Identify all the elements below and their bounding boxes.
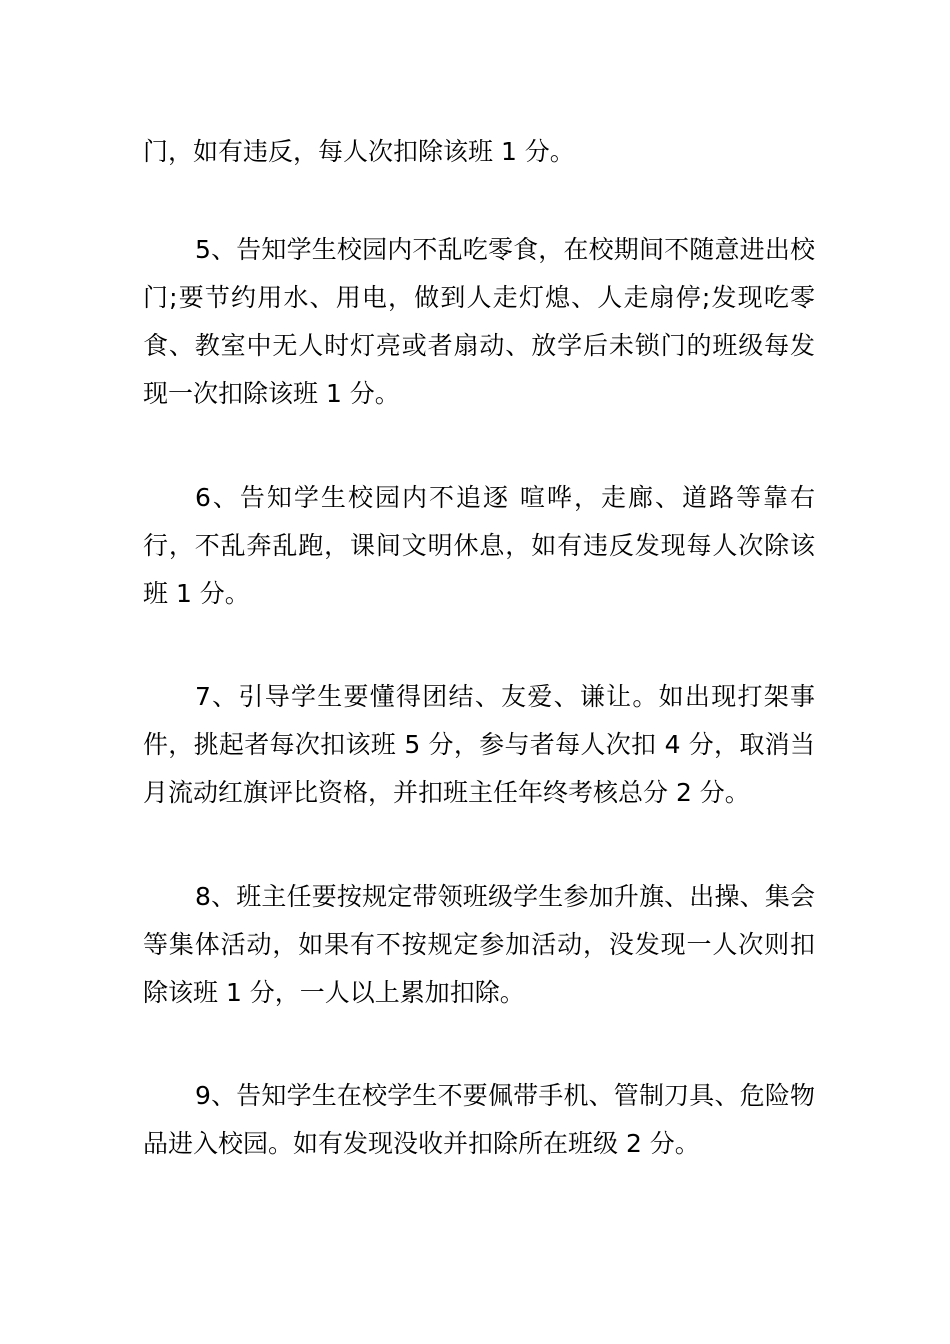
paragraph-continuation: 门，如有违反，每人次扣除该班 1 分。 [143,137,575,166]
paragraph-item-9: 9、告知学生在校学生不要佩带手机、管制刀具、危险物品进入校园。如有发现没收并扣除所在班级 2 分。 [143,1081,815,1158]
paragraph-item-8: 8、班主任要按规定带领班级学生参加升旗、出操、集会等集体活动，如果有不按规定参加活动，没发现一人次则扣除该班 1 分，一人以上累加扣除。 [143,882,815,1007]
paragraph-item-5: 5、告知学生校园内不乱吃零食，在校期间不随意进出校门;要节约用水、用电，做到人走灯熄、人走扇停;发现吃零食、教室中无人时灯亮或者扇动、放学后未锁门的班级每发现一次扣除该班 1 分。 [143,235,815,408]
paragraph-item-7: 7、引导学生要懂得团结、友爱、谦让。如出现打架事件，挑起者每次扣该班 5 分，参与者每人次扣 4 分，取消当月流动红旗评比资格，并扣班主任年终考核总分 2 分。 [143,682,815,807]
paragraph-item-6: 6、告知学生校园内不追逐 喧哗，走廊、道路等靠右行，不乱奔乱跑，课间文明休息，如有违反发现每人次除该班 1 分。 [143,483,815,608]
